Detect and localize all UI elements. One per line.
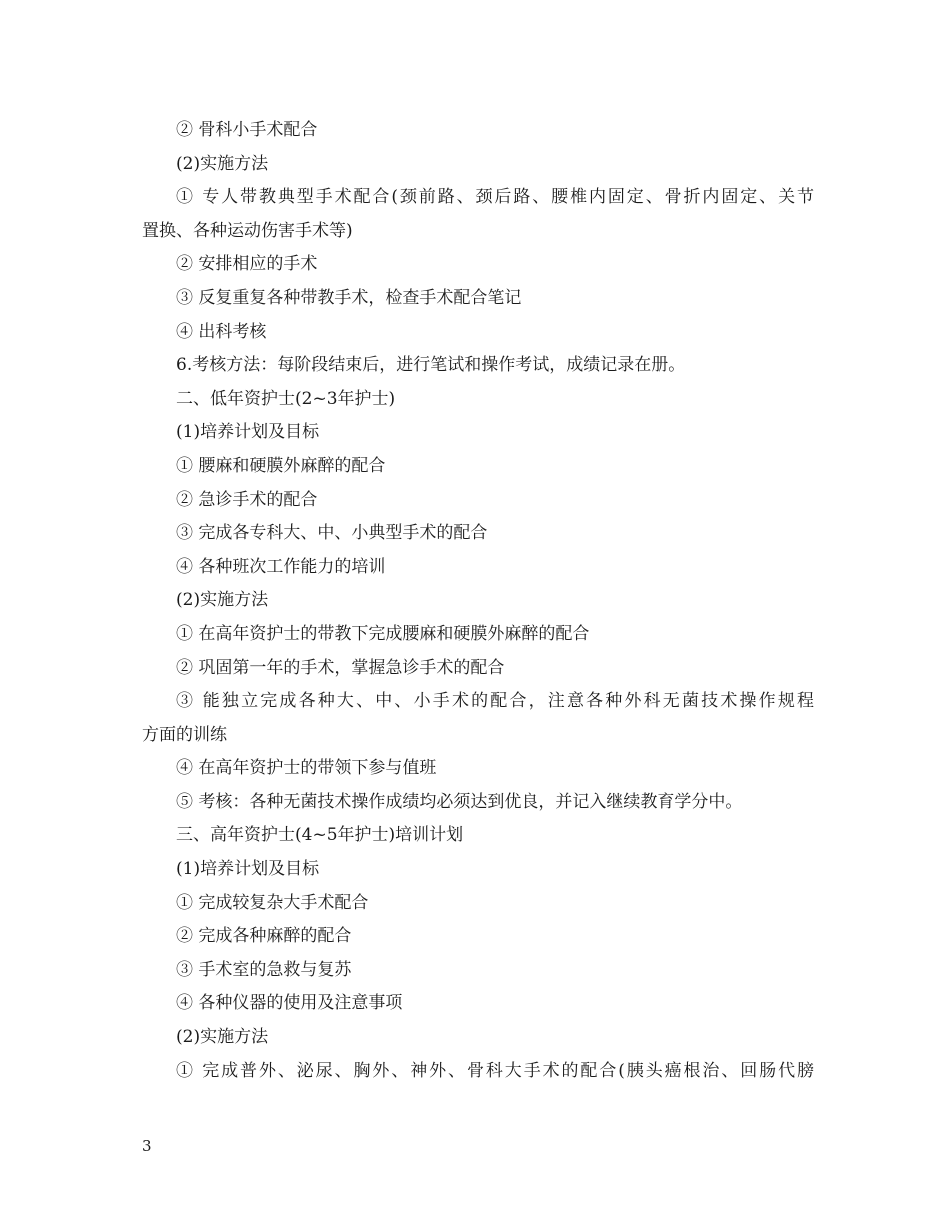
text-line: (2)实施方法 xyxy=(176,1027,269,1048)
text-line: (1)培养计划及目标 xyxy=(176,422,320,443)
text-line: ② 骨科小手术配合 xyxy=(176,120,318,140)
text-line: (2)实施方法 xyxy=(176,590,269,611)
text-line: ④ 各种仪器的使用及注意事项 xyxy=(176,993,403,1014)
text-line: (2)实施方法 xyxy=(176,153,269,174)
text-line: ③ 手术室的急救与复苏 xyxy=(176,959,352,980)
text-line: (1)培养计划及目标 xyxy=(176,859,320,880)
text-line: ③ 反复重复各种带教手术，检查手术配合笔记 xyxy=(176,287,522,308)
text-line: ② 完成各种麻醉的配合 xyxy=(176,926,352,947)
text-line: ① 完成普外、泌尿、胸外、神外、骨科大手术的配合(胰头癌根治、回肠代膀 xyxy=(176,1060,814,1081)
section-heading: 三、高年资护士(4~5年护士)培训计划 xyxy=(176,825,464,846)
page-body xyxy=(142,114,814,1088)
text-line: ④ 在高年资护士的带领下参与值班 xyxy=(176,758,437,779)
page-number: 3 xyxy=(142,1137,152,1155)
text-line: ② 巩固第一年的手术，掌握急诊手术的配合 xyxy=(176,657,505,678)
text-line: 6.考核方法：每阶段结束后，进行笔试和操作考试，成绩记录在册。 xyxy=(176,355,686,376)
text-line: ② 安排相应的手术 xyxy=(176,254,318,275)
section-heading: 二、低年资护士(2~3年护士) xyxy=(176,388,396,409)
text-line: ① 专人带教典型手术配合(颈前路、颈后路、腰椎内固定、骨折内固定、关节 xyxy=(176,187,814,208)
text-line: ⑤ 考核：各种无菌技术操作成绩均必须达到优良，并记入继续教育学分中。 xyxy=(176,791,743,812)
text-line: 置换、各种运动伤害手术等) xyxy=(142,220,353,241)
text-line: ① 腰麻和硬膜外麻醉的配合 xyxy=(176,455,386,476)
text-line: 方面的训练 xyxy=(142,724,227,745)
text-line: ③ 完成各专科大、中、小典型手术的配合 xyxy=(176,523,488,544)
text-line: ② 急诊手术的配合 xyxy=(176,489,318,510)
text-line: ④ 各种班次工作能力的培训 xyxy=(176,556,386,577)
text-line: ③ 能独立完成各种大、中、小手术的配合，注意各种外科无菌技术操作规程 xyxy=(176,691,814,712)
text-line: ④ 出科考核 xyxy=(176,321,267,342)
text-line: ① 在高年资护士的带教下完成腰麻和硬膜外麻醉的配合 xyxy=(176,623,590,644)
text-line: ① 完成较复杂大手术配合 xyxy=(176,892,369,913)
